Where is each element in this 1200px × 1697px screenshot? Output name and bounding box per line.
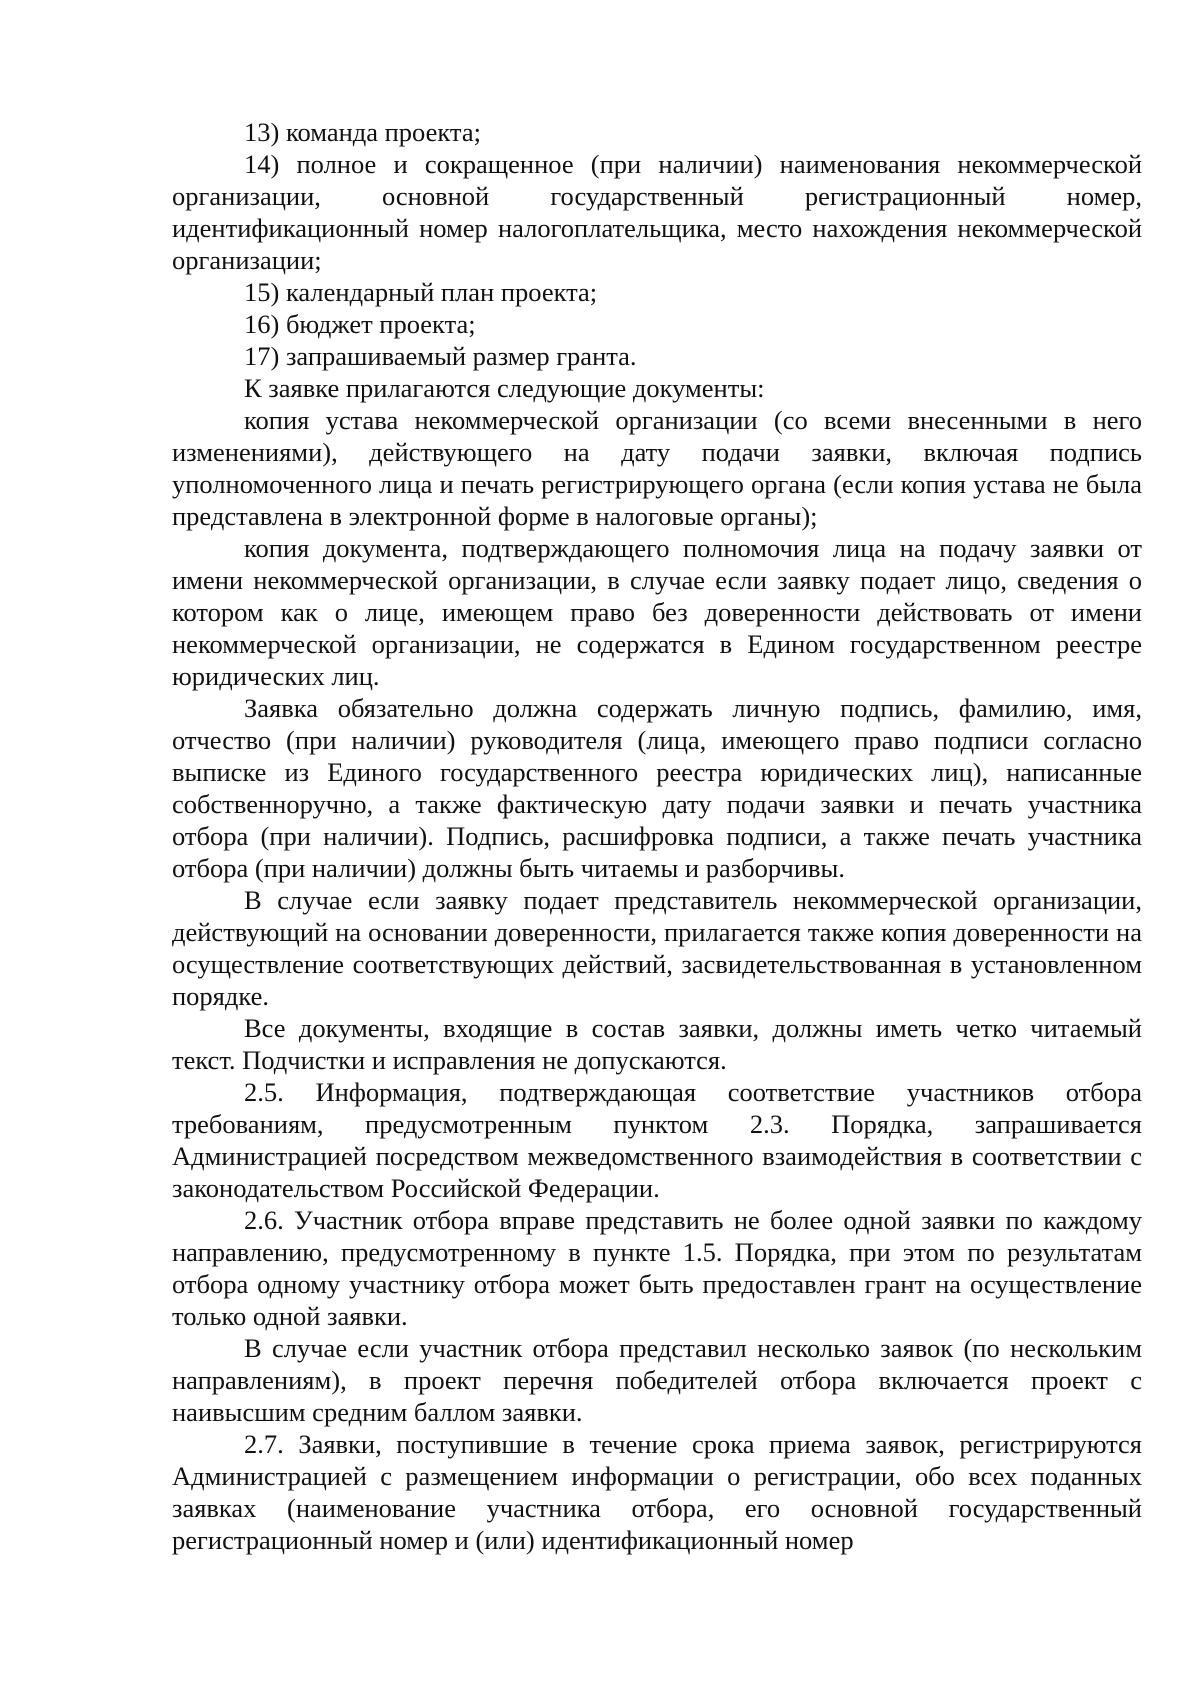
charter-copy-paragraph: копия устава некоммерческой организации (со всеми внесенными в него изменениями), действующего на дату подачи заявки, включая подпись уполномоченного лица и печать регистрирующего органа (если копия устава не была представлена в электронной форме в налоговые органы);: [172, 405, 1142, 531]
list-item-16: 16) бюджет проекта;: [244, 309, 476, 339]
clause-2-6-paragraph: 2.6. Участник отбора вправе представить не более одной заявки по каждому направлению, предусмотренному в пункте 1.5. Порядка, при этом по результатам отбора одному участнику отбора может быть предоставлен грант на осуществление только одной заявки.: [172, 1205, 1142, 1331]
list-item-14: 14) полное и сокращенное (при наличии) наименования некоммерческой организации, основной государственный регистрационный номер, идентификационный номер налогоплательщика, место нахождения некоммерческой организации;: [172, 149, 1142, 275]
multiple-applications-paragraph: В случае если участник отбора представил несколько заявок (по нескольким направлениям), в проект перечня победителей отбора включается проект с наивысшим средним баллом заявки.: [172, 1333, 1142, 1427]
signature-requirement-paragraph: Заявка обязательно должна содержать личную подпись, фамилию, имя, отчество (при наличии) руководителя (лица, имеющего право подписи согласно выписке из Единого государственного реестра юридических лиц), написанные собственноручно, а также фактическую дату подачи заявки и печать участника отбора (при наличии). Подпись, расшифровка подписи, а также печать участника отбора (при наличии) должны быть читаемы и разборчивы.: [172, 693, 1142, 883]
clause-2-5-paragraph: 2.5. Информация, подтверждающая соответствие участников отбора требованиям, предусмотренным пунктом 2.3. Порядка, запрашивается Администрацией посредством межведомственного взаимодействия в соответствии с законодательством Российской Федерации.: [172, 1077, 1142, 1203]
list-item-15: 15) календарный план проекта;: [244, 277, 598, 307]
document-body: [172, 116, 1142, 1556]
authority-document-paragraph: копия документа, подтверждающего полномочия лица на подачу заявки от имени некоммерческой организации, в случае если заявку подает лицо, сведения о котором как о лице, имеющем право без доверенности действовать от имени некоммерческой организации, не содержатся в Едином государственном реестре юридических лиц.: [172, 533, 1142, 691]
clause-2-7-paragraph: 2.7. Заявки, поступившие в течение срока приема заявок, регистрируются Администрацией с размещением информации о регистрации, обо всех поданных заявках (наименование участника отбора, его основной государственный регистрационный номер и (или) идентификационный номер: [172, 1429, 1142, 1555]
attachments-intro-paragraph: К заявке прилагаются следующие документы:: [244, 373, 765, 403]
list-item-17: 17) запрашиваемый размер гранта.: [244, 341, 637, 371]
readability-paragraph: Все документы, входящие в состав заявки, должны иметь четко читаемый текст. Подчистки и исправления не допускаются.: [172, 1013, 1142, 1075]
list-item-13: 13) команда проекта;: [244, 117, 481, 147]
representative-paragraph: В случае если заявку подает представитель некоммерческой организации, действующий на основании доверенности, прилагается также копия доверенности на осуществление соответствующих действий, засвидетельствованная в установленном порядке.: [172, 885, 1142, 1011]
